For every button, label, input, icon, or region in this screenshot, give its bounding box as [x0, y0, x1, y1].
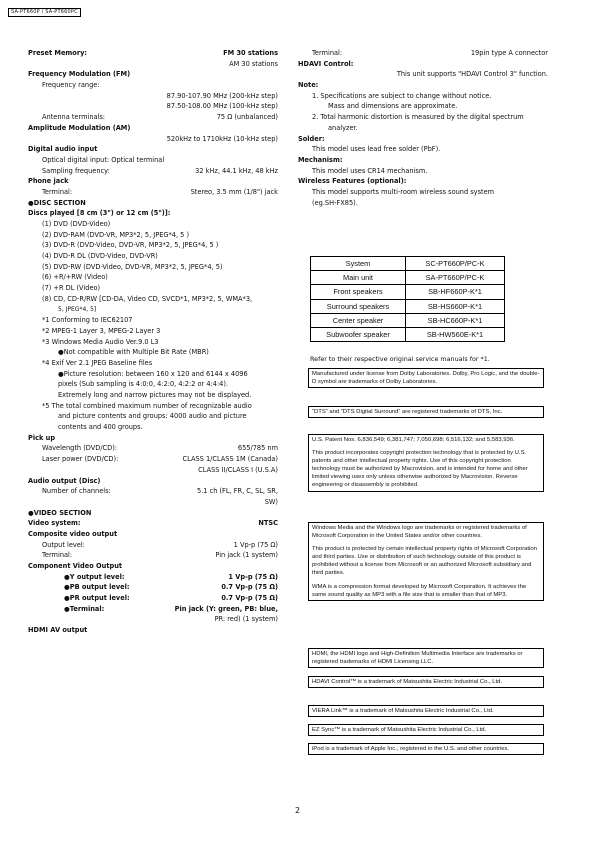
spec-label: Component Video Output	[28, 562, 123, 570]
spec-label: *3 Windows Media Audio Ver.9.0 L3	[42, 337, 159, 346]
spec-line	[28, 144, 278, 155]
spec-label: and picture contents and groups: 4000 audio and picture	[58, 412, 247, 421]
spec-line	[28, 315, 278, 326]
spec-value: PR: red) (1 system)	[214, 615, 278, 624]
spec-line	[28, 166, 278, 177]
spec-label: HDAVI Control:	[298, 59, 354, 68]
spec-label: ●Not compatible with Multiple Bit Rate (MBR)	[58, 348, 209, 357]
component-model: SB-HC660P-K*1	[406, 313, 505, 327]
reference-note: Refer to their respective original service manuals for *1.	[310, 355, 490, 363]
trademark-text: U.S. Patent Nos. 6,836,549; 6,381,747; 7,050,698; 6,516,132; and 5,583,936.	[312, 437, 515, 443]
spec-line	[28, 262, 278, 273]
spec-label: *1 Conforming to IEC62107	[42, 316, 133, 325]
spec-value: 87.90-107.90 MHz (200-kHz step)	[166, 91, 278, 100]
spec-line	[28, 80, 278, 91]
spec-label: Terminal:	[42, 551, 73, 560]
spec-line	[298, 101, 548, 112]
component-model: SB-HF660P-K*1	[406, 285, 505, 299]
spec-label: Antenna terminals:	[42, 113, 106, 122]
spec-line	[28, 112, 278, 123]
spec-label: Mass and dimensions are approximate.	[328, 102, 458, 111]
spec-label: Audio output (Disc)	[28, 476, 101, 485]
spec-label: ●Terminal:	[64, 604, 105, 613]
spec-label: Number of channels:	[42, 487, 111, 496]
spec-line	[28, 550, 278, 561]
model-tag: SA-PT660P / SA-PT660PC	[8, 8, 81, 17]
spec-label: Frequency range:	[42, 81, 100, 90]
trademark-box	[308, 743, 544, 755]
spec-value: 1 Vp-p (75 Ω)	[228, 572, 278, 581]
spec-line	[298, 91, 548, 102]
spec-value: AM 30 stations	[229, 59, 278, 68]
spec-value: SW)	[264, 497, 278, 506]
component-name: Subwoofer speaker	[311, 327, 406, 341]
spec-label: (4) DVD-R DL (DVD-Video, DVD-VR)	[42, 252, 158, 261]
trademark-box	[308, 522, 544, 601]
page-number: 2	[294, 806, 301, 815]
trademark-text: HDMI, the HDMI logo and High-Definition Multimedia Interface are trademarks or registered trademarks of HDMI Licensing LLC.	[312, 651, 523, 666]
spec-line	[298, 155, 548, 166]
spec-label: Terminal:	[312, 49, 343, 57]
spec-label: (6) +R/+RW (Video)	[42, 273, 108, 282]
spec-line	[28, 305, 278, 316]
table-row	[311, 327, 505, 341]
component-name: Center speaker	[311, 313, 406, 327]
spec-value: 520kHz to 1710kHz (10-kHz step)	[166, 134, 278, 143]
spec-line	[28, 369, 278, 380]
component-name: Main unit	[311, 271, 406, 285]
spec-line	[298, 187, 548, 198]
spec-label: (2) DVD-RAM (DVD-VR, MP3*2, 5, JPEG*4, 5 )	[42, 230, 190, 239]
spec-line	[28, 69, 278, 80]
spec-line	[28, 219, 278, 230]
spec-label: Discs played [8 cm (3") or 12 cm (5")]:	[28, 209, 171, 218]
spec-value: 5.1 ch (FL, FR, C, SL, SR,	[197, 487, 278, 496]
spec-line	[28, 508, 278, 519]
spec-line	[28, 561, 278, 572]
trademark-text: WMA is a compression format developed by Microsoft Corporation. It achieves the same sound quality as MP3 with a file size that is smaller than that of MP3.	[312, 583, 527, 598]
table-row	[311, 313, 505, 327]
spec-label: pixels (Sub sampling is 4:0:0, 4:2:0, 4:2:2 or 4:4:4).	[58, 380, 229, 389]
spec-label: 2. Total harmonic distortion is measured by the digital spectrum	[312, 113, 524, 122]
spec-label: ●Picture resolution: between 160 x 120 and 6144 x 4096	[58, 369, 248, 378]
trademark-box	[308, 724, 544, 736]
spec-line	[28, 337, 278, 348]
spec-line	[298, 123, 548, 134]
spec-value: 0.7 Vp-p (75 Ω)	[221, 594, 278, 603]
component-model: SB-HW560E-K*1	[406, 327, 505, 341]
spec-line	[28, 582, 278, 593]
spec-line	[298, 144, 548, 155]
spec-value: FM 30 stations	[223, 49, 278, 57]
table-row	[311, 271, 505, 285]
spec-line	[28, 454, 278, 465]
spec-line	[28, 347, 278, 358]
spec-line	[28, 422, 278, 433]
table-row	[311, 257, 505, 271]
spec-label: Optical digital input: Optical terminal	[42, 155, 165, 164]
spec-label: Amplitude Modulation (AM)	[28, 123, 131, 132]
spec-label: Note:	[298, 81, 319, 90]
spec-label: This model uses CR14 mechanism.	[312, 166, 428, 175]
trademark-box	[308, 368, 544, 388]
spec-label: Terminal:	[42, 187, 73, 196]
spec-line	[28, 529, 278, 540]
spec-label: HDMI AV output	[28, 626, 88, 635]
spec-line	[298, 198, 548, 209]
trademark-text: This product incorporates copyright protection technology that is protected by U.S. patents and other intellectual property rights. Use of this copyright protection technology must be authorized by Macrovision, and is intended for home and other limited viewing uses only unless otherwise authorized by Macrovision. Reverse engineering or disassembly is prohibited.	[312, 450, 528, 489]
component-name: Front speakers	[311, 285, 406, 299]
spec-label: ●VIDEO SECTION	[28, 508, 92, 517]
spec-line	[28, 358, 278, 369]
trademark-text: iPod is a trademark of Apple Inc., registered in the U.S. and other countries.	[312, 746, 510, 752]
spec-line	[298, 176, 548, 187]
trademark-text: This product is protected by certain intellectual property rights of Microsoft Corporation and third parties. Use or distribution of such technology outside of this product is prohibited without a license from Microsoft or an authorized Microsoft subsidiary and third parties.	[312, 546, 537, 577]
spec-line	[28, 625, 278, 636]
spec-value: Pin jack (Y: green, PB: blue,	[174, 604, 278, 613]
trademark-text: Manufactured under license from Dolby Laboratories. Dolby, Pro Logic, and the double-D symbol are trademarks of Dolby Laboratories.	[312, 371, 540, 386]
spec-line	[28, 390, 278, 401]
spec-value: 87.50-108.00 MHz (100-kHz step)	[166, 102, 278, 111]
spec-line	[28, 91, 278, 102]
trademark-text: EZ Sync™ is a trademark of Matsushita Electric Industrial Co., Ltd.	[312, 727, 487, 733]
spec-line	[28, 476, 278, 487]
spec-line	[28, 198, 278, 209]
spec-label: ●DISC SECTION	[28, 198, 86, 207]
table-row	[311, 285, 505, 299]
spec-label: (3) DVD-R (DVD-Video, DVD-VR, MP3*2, 5, JPEG*4, 5 )	[42, 241, 219, 250]
spec-line	[28, 294, 278, 305]
trademark-text: VIERA Link™ is a trademark of Matsushita Electric Industrial Co., Ltd.	[312, 708, 494, 714]
spec-label: Phone jack	[28, 177, 69, 186]
spec-line	[28, 48, 278, 59]
component-name: Surround speakers	[311, 299, 406, 313]
spec-value: 75 Ω (unbalanced)	[216, 113, 278, 122]
spec-value: Pin jack (1 system)	[215, 551, 278, 560]
spec-label: This model supports multi-room wireless sound system	[312, 187, 495, 196]
trademark-text: HDAVI Control™ is a trademark of Matsushita Electric Industrial Co., Ltd.	[312, 679, 503, 685]
spec-label: Preset Memory:	[28, 49, 88, 57]
spec-line	[28, 123, 278, 134]
spec-line	[28, 230, 278, 241]
spec-line	[28, 593, 278, 604]
spec-label: (5) DVD-RW (DVD-Video, DVD-VR, MP3*2, 5, JPEG*4, 5)	[42, 262, 223, 271]
spec-label: ●PR output level:	[64, 594, 130, 603]
spec-label: Wireless Features (optional):	[298, 177, 407, 186]
spec-column-left	[28, 48, 278, 636]
spec-line	[28, 401, 278, 412]
trademark-text: “DTS” and “DTS Digital Surround” are registered trademarks of DTS, Inc.	[312, 409, 503, 415]
spec-line	[28, 240, 278, 251]
spec-line	[28, 411, 278, 422]
spec-label: Laser power (DVD/CD):	[42, 455, 119, 464]
spec-line	[28, 101, 278, 112]
spec-label: contents and 400 groups.	[58, 423, 143, 432]
spec-label: analyzer.	[328, 123, 358, 132]
spec-label: (8) CD, CD-R/RW [CD-DA, Video CD, SVCD*1, MP3*2, 5, WMA*3,	[42, 294, 253, 303]
spec-label: Video system:	[28, 519, 81, 528]
spec-value: 19pin type A connector	[470, 49, 548, 57]
spec-line	[28, 540, 278, 551]
spec-line	[28, 155, 278, 166]
spec-label: *4 Exif Ver 2.1 JPEG Baseline files	[42, 358, 153, 367]
spec-line	[28, 208, 278, 219]
spec-line	[28, 187, 278, 198]
spec-line	[28, 465, 278, 476]
spec-value: Stereo, 3.5 mm (1/8") jack	[190, 187, 278, 196]
component-name: System	[311, 257, 406, 271]
spec-line	[28, 251, 278, 262]
spec-line	[298, 134, 548, 145]
spec-line	[28, 497, 278, 508]
spec-value: NTSC	[258, 519, 278, 528]
spec-label: Wavelength (DVD/CD):	[42, 444, 118, 453]
spec-value: 1 Vp-p (75 Ω)	[233, 540, 278, 549]
spec-label: (7) +R DL (Video)	[42, 284, 101, 293]
spec-line	[28, 283, 278, 294]
spec-value: CLASS II/CLASS I (U.S.A)	[198, 465, 278, 474]
spec-line	[28, 272, 278, 283]
system-table	[310, 256, 505, 342]
spec-value: 655/785 nm	[237, 444, 278, 453]
spec-line	[28, 518, 278, 529]
spec-line	[298, 112, 548, 123]
spec-label: ●Y output level:	[64, 572, 125, 581]
component-model: SC-PT660P/PC-K	[406, 257, 505, 271]
spec-value: 0.7 Vp-p (75 Ω)	[221, 583, 278, 592]
spec-label: Sampling frequency:	[42, 166, 110, 175]
spec-line	[28, 433, 278, 444]
table-row	[311, 299, 505, 313]
spec-label: 5, JPEG*4, 5]	[58, 305, 97, 313]
spec-label: *5 The total combined maximum number of recognizable audio	[42, 401, 252, 410]
spec-label: ●PB output level:	[64, 583, 130, 592]
spec-label: (eg.SH-FX85).	[312, 198, 358, 207]
trademark-box	[308, 705, 544, 717]
spec-value: CLASS 1/CLASS 1M (Canada)	[182, 455, 278, 464]
spec-line	[298, 80, 548, 91]
spec-line	[28, 604, 278, 615]
trademark-box	[308, 406, 544, 418]
spec-label: Extremely long and narrow pictures may not be displayed.	[58, 391, 252, 399]
spec-column-right	[298, 48, 548, 208]
component-model: SB-HS660P-K*1	[406, 299, 505, 313]
spec-label: *2 MPEG-1 Layer 3, MPEG-2 Layer 3	[42, 326, 161, 335]
spec-line	[28, 486, 278, 497]
spec-line	[28, 614, 278, 625]
spec-label: Solder:	[298, 134, 325, 143]
spec-label: Output level:	[42, 540, 85, 549]
spec-line	[28, 59, 278, 70]
spec-label: (1) DVD (DVD-Video)	[42, 220, 111, 228]
spec-line	[28, 176, 278, 187]
spec-line	[298, 166, 548, 177]
trademark-box	[308, 434, 544, 492]
spec-line	[28, 326, 278, 337]
spec-label: Frequency Modulation (FM)	[28, 70, 131, 79]
spec-label: Mechanism:	[298, 155, 343, 164]
spec-line	[298, 69, 548, 80]
trademark-box	[308, 648, 544, 668]
trademark-box	[308, 676, 544, 688]
trademark-text: Windows Media and the Windows logo are trademarks or registered trademarks of Microsoft Corporation in the United States and/or other countries.	[312, 525, 527, 540]
spec-label: This model uses lead free solder (PbF).	[312, 145, 441, 154]
spec-line	[28, 379, 278, 390]
spec-value: 32 kHz, 44.1 kHz, 48 kHz	[195, 166, 278, 175]
spec-label: Digital audio input	[28, 145, 98, 154]
spec-label: 1. Specifications are subject to change without notice.	[312, 91, 492, 100]
spec-value: This unit supports "HDAVI Control 3" function.	[396, 70, 548, 79]
spec-line	[298, 48, 548, 59]
spec-line	[28, 134, 278, 145]
component-model: SA-PT660P/PC-K	[406, 271, 505, 285]
spec-label: Pick up	[28, 433, 56, 442]
spec-line	[298, 59, 548, 70]
spec-line	[28, 443, 278, 454]
spec-line	[28, 572, 278, 583]
spec-label: Composite video output	[28, 529, 118, 538]
